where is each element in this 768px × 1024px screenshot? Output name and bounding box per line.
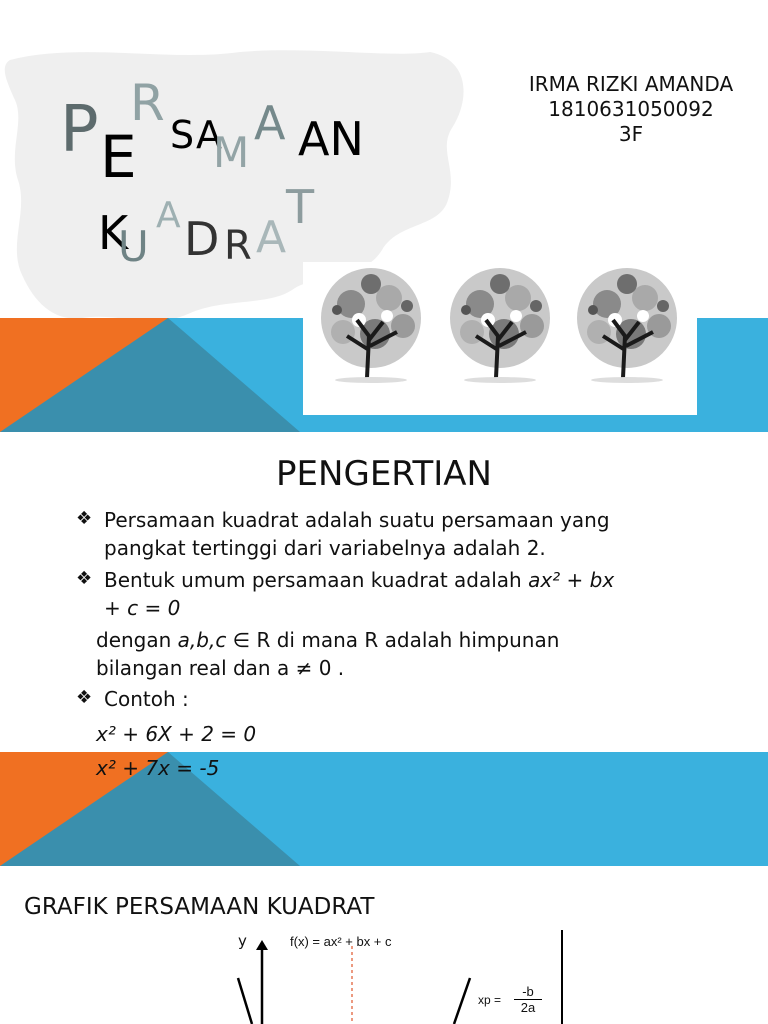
graph-title: GRAFIK PERSAMAAN KUADRAT — [24, 894, 375, 920]
function-label: f(x) = ax² + bx + c — [290, 934, 392, 949]
bullet-2-text — [104, 566, 614, 622]
title-letter-a1: A — [196, 113, 222, 157]
fraction-denominator: 2a — [520, 1000, 536, 1015]
author-id: 1810631050092 — [548, 97, 714, 121]
bullet-2-lead: Bentuk umum persamaan kuadrat adalah — [104, 568, 529, 592]
graph-slide — [0, 866, 768, 1024]
general-form-part-1: ax² + bx — [528, 568, 615, 592]
author-class: 3F — [618, 122, 644, 146]
fraction-numerator: -b — [514, 984, 542, 1000]
title-letter-m: M — [213, 128, 250, 177]
vertex-fraction — [514, 984, 542, 1015]
author-block — [500, 72, 762, 147]
author-name: IRMA RIZKI AMANDA — [528, 72, 734, 96]
title-letter-d: D — [184, 212, 220, 266]
title-letter-e: E — [100, 123, 137, 191]
trees-illustration — [303, 262, 697, 415]
title-slide — [0, 0, 768, 432]
title-letter-t: T — [286, 180, 315, 234]
bullet-3-text: Contoh : — [104, 687, 189, 711]
tree-illustration-icon — [446, 266, 556, 386]
bullet-1-text — [104, 506, 610, 562]
coefficient-note — [96, 626, 559, 682]
title-letter-an: AN — [298, 112, 364, 166]
y-axis-label: y — [238, 932, 247, 950]
note-lead: dengan — [96, 628, 178, 652]
definition-slide — [0, 432, 768, 752]
diamond-bullet-icon: ❖ — [76, 687, 93, 708]
title-letter-p: P — [60, 93, 99, 167]
diamond-bullet-icon: ❖ — [76, 568, 93, 589]
bullet-1-line-1: Persamaan kuadrat adalah suatu persamaan yang — [104, 508, 610, 532]
note-line-2: bilangan real dan a ≠ 0 . — [96, 656, 345, 680]
title-letter-u: U — [118, 222, 149, 271]
tree-illustration-icon — [573, 266, 683, 386]
diamond-bullet-icon: ❖ — [76, 508, 93, 529]
note-coefficients: a,b,c — [177, 628, 227, 652]
tree-illustration-icon — [317, 266, 427, 386]
note-rest: ∈ R di mana R adalah himpunan — [226, 628, 560, 652]
title-letter-a3: A — [156, 195, 181, 236]
vertex-x-label: xp = — [478, 993, 502, 1007]
title-letter-s: S — [170, 113, 195, 157]
example-1: x² + 6X + 2 = 0 — [96, 722, 257, 746]
slide-heading: PENGERTIAN — [276, 454, 492, 494]
bullet-1-line-2: pangkat tertinggi dari variabelnya adalah 2. — [104, 536, 546, 560]
title-letter-r2: R — [224, 223, 252, 269]
title-letter-a2: A — [254, 96, 286, 150]
title-letter-r: R — [130, 74, 165, 132]
title-letter-a4: A — [256, 212, 287, 263]
example-2: x² + 7x = -5 — [96, 756, 220, 780]
title-letter-k: K — [98, 206, 129, 260]
general-form-part-2: + c = 0 — [104, 596, 181, 620]
